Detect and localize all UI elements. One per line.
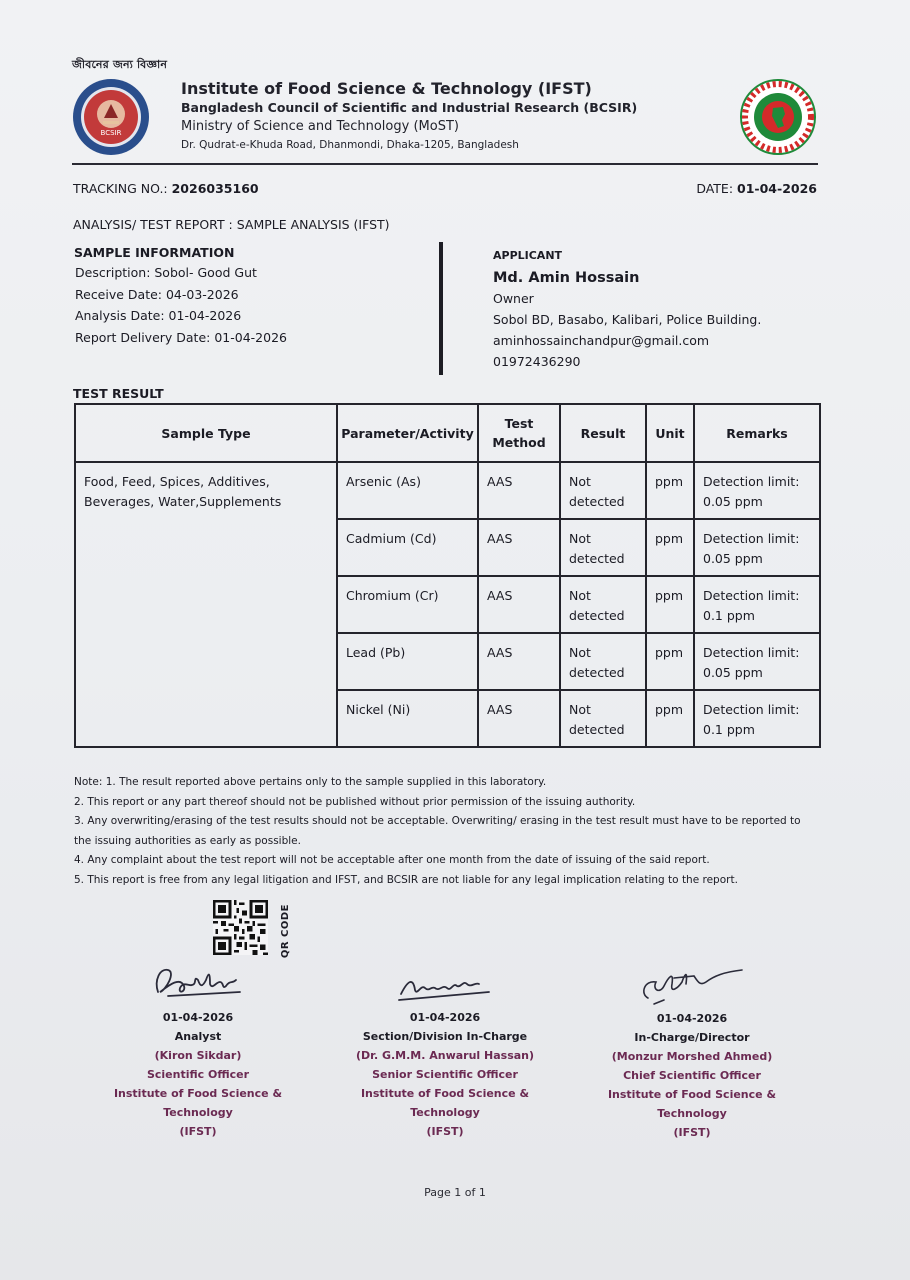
org-address: Dr. Qudrat-e-Khuda Road, Dhanmondi, Dhaka-1205, Bangladesh: [181, 139, 519, 151]
method-cell: AAS: [478, 519, 560, 576]
signatory-institute-abbr: (IFST): [426, 1125, 464, 1138]
signatory-role: Scientific Officer: [146, 1068, 250, 1081]
applicant-info: [493, 249, 761, 372]
analysis-date: Analysis Date: 01-04-2026: [75, 308, 242, 323]
government-seal: [739, 78, 817, 156]
parameter-cell: Nickel (Ni): [337, 690, 478, 747]
parameter-cell: Cadmium (Cd): [337, 519, 478, 576]
page-number: Page 1 of 1: [424, 1186, 486, 1199]
unit-cell: ppm: [646, 690, 694, 747]
remarks-cell: Detection limit: 0.1 ppm: [694, 690, 820, 747]
signatory-name: (Kiron Sikdar): [154, 1049, 242, 1062]
signatory-institute-abbr: (IFST): [179, 1125, 217, 1138]
signatory-title: In-Charge/Director: [634, 1031, 750, 1044]
note-item: 4. Any complaint about the test report will not be acceptable after one month from the date of issuing of the said report.: [74, 854, 710, 867]
parameter-cell: Chromium (Cr): [337, 576, 478, 633]
date-line: [696, 181, 817, 196]
sample-info-heading: SAMPLE INFORMATION: [74, 245, 235, 260]
result-cell: Not detected: [560, 633, 646, 690]
signatory-name: (Dr. G.M.M. Anwarul Hassan): [355, 1049, 535, 1062]
council-name: Bangladesh Council of Scientific and Industrial Research (BCSIR): [181, 100, 638, 115]
org-name: Institute of Food Science & Technology (IFST): [181, 79, 592, 98]
bcsir-logo: [72, 78, 150, 156]
sample-information: [74, 245, 287, 348]
note-item: 3. Any overwriting/erasing of the test results should not be acceptable. Overwriting/ erasing in the test result must have to be reported to the issuing authorities as early as possible.: [74, 815, 801, 847]
applicant-email: aminhossainchandpur@gmail.com: [493, 333, 710, 348]
unit-cell: ppm: [646, 633, 694, 690]
date-label: DATE:: [696, 181, 738, 196]
signatory-institute: Institute of Food Science & Technology: [607, 1088, 777, 1120]
qr-code-icon[interactable]: [213, 900, 268, 955]
col-result: Result: [560, 404, 646, 462]
signatory-role: Chief Scientific Officer: [623, 1069, 761, 1082]
signatory-institute-abbr: (IFST): [673, 1126, 711, 1139]
signatory-date: 01-04-2026: [162, 1011, 234, 1024]
signatory-director: [572, 1009, 812, 1142]
report-title: ANALYSIS/ TEST REPORT : SAMPLE ANALYSIS (IFST): [73, 217, 390, 232]
note-item: Note: 1. The result reported above pertains only to the sample supplied in this laboratory.: [74, 776, 547, 788]
applicant-address: Sobol BD, Basabo, Kalibari, Police Building.: [493, 311, 762, 327]
tracking-line: [73, 181, 259, 196]
section-divider: [439, 242, 443, 375]
signatory-analyst: [78, 1008, 318, 1141]
remarks-cell: Detection limit: 0.1 ppm: [694, 576, 820, 633]
result-cell: Not detected: [560, 519, 646, 576]
sample-type-cell: Food, Feed, Spices, Additives, Beverages, Water,Supplements: [75, 462, 337, 747]
method-cell: AAS: [478, 690, 560, 747]
result-cell: Not detected: [560, 576, 646, 633]
report-date: 01-04-2026: [737, 181, 817, 196]
signatory-institute: Institute of Food Science & Technology: [360, 1087, 530, 1119]
signatory-section-incharge: [325, 1008, 565, 1141]
note-item: 5. This report is free from any legal litigation and IFST, and BCSIR are not liable for any legal implication relating to the report.: [74, 873, 738, 886]
ministry-name: Ministry of Science and Technology (MoST): [181, 119, 459, 134]
col-test-method-label: Test Method: [492, 416, 546, 450]
analyst-signature: [150, 962, 248, 1002]
method-cell: AAS: [478, 576, 560, 633]
notes: [74, 773, 834, 891]
col-unit: Unit: [646, 404, 694, 462]
unit-cell: ppm: [646, 462, 694, 519]
signatory-date: 01-04-2026: [656, 1012, 728, 1025]
signatory-title: Analyst: [174, 1030, 222, 1043]
tracking-label: TRACKING NO.:: [73, 181, 172, 196]
parameter-cell: Arsenic (As): [337, 462, 478, 519]
header-divider: [72, 163, 818, 165]
note-item: 2. This report or any part thereof should not be published without prior permission of the issuing authority.: [74, 795, 636, 808]
test-result-heading: TEST RESULT: [73, 386, 164, 401]
signatory-name: (Monzur Morshed Ahmed): [611, 1050, 773, 1063]
applicant-role: Owner: [493, 291, 534, 306]
signatory-role: Senior Scientific Officer: [372, 1068, 518, 1081]
remarks-cell: Detection limit: 0.05 ppm: [694, 519, 820, 576]
signatory-date: 01-04-2026: [409, 1011, 481, 1024]
col-test-method: [478, 404, 560, 462]
col-remarks: Remarks: [694, 404, 820, 462]
applicant-name: Md. Amin Hossain: [493, 270, 640, 286]
qr-code-label: QR CODE: [280, 904, 291, 959]
table-header-row: [75, 404, 820, 462]
remarks-cell: Detection limit: 0.05 ppm: [694, 633, 820, 690]
col-sample-type: Sample Type: [75, 404, 337, 462]
director-signature: [634, 964, 746, 1008]
signatory-institute: Institute of Food Science & Technology: [113, 1087, 283, 1119]
tagline: জীবনের জন্য বিজ্ঞান: [72, 58, 168, 71]
method-cell: AAS: [478, 633, 560, 690]
method-cell: AAS: [478, 462, 560, 519]
sample-description: Description: Sobol- Good Gut: [75, 265, 257, 280]
result-cell: Not detected: [560, 690, 646, 747]
applicant-heading: APPLICANT: [493, 249, 563, 262]
col-parameter: Parameter/Activity: [337, 404, 478, 462]
test-result-table: [74, 403, 821, 748]
result-cell: Not detected: [560, 462, 646, 519]
signatory-title: Section/Division In-Charge: [362, 1030, 528, 1043]
tracking-number: 2026035160: [171, 181, 259, 196]
table-row: [75, 462, 820, 519]
section-incharge-signature: [395, 972, 493, 1002]
remarks-cell: Detection limit: 0.05 ppm: [694, 462, 820, 519]
receive-date: Receive Date: 04-03-2026: [75, 286, 239, 302]
unit-cell: ppm: [646, 519, 694, 576]
parameter-cell: Lead (Pb): [337, 633, 478, 690]
unit-cell: ppm: [646, 576, 694, 633]
delivery-date: Report Delivery Date: 01-04-2026: [75, 329, 287, 345]
applicant-phone: 01972436290: [493, 353, 581, 369]
bcsir-logo-text: BCSIR: [100, 129, 122, 137]
